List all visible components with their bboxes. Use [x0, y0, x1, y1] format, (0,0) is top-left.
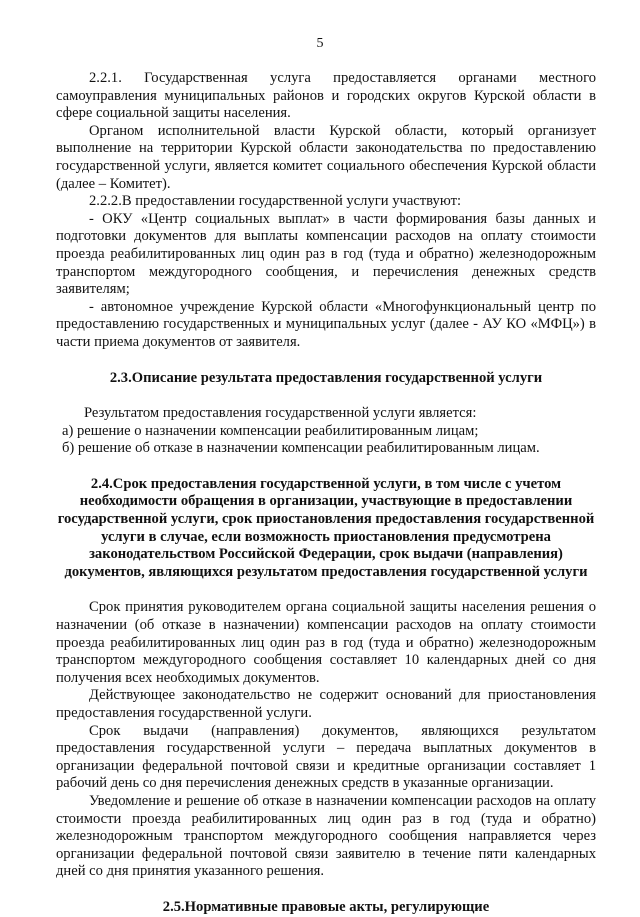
paragraph-executive-body: Органом исполнительной власти Курской области, который организует выполнение на территории Курской области законодательства по предоставлению государственной услуги, является комитет социального обеспечения Курской области (далее – Комитет).: [56, 122, 596, 192]
result-item-b: б) решение об отказе в назначении компенсации реабилитированным лицам.: [62, 440, 540, 457]
paragraph-term: Срок принятия руководителем органа социальной защиты населения решения о назначении (об отказе в назначении) компенсации расходов на оплату стоимости проезда реабилитированных лиц один раз в год (туда и обратно) железнодорожным транспортом междугородного сообщения составляет 10 календарных дней со дня получения всех необходимых документов.: [56, 599, 596, 686]
paragraph-oku: - ОКУ «Центр социальных выплат» в части формирования базы данных и подготовки документов для выплаты компенсации расходов на оплату стоимости проезда реабилитированных лиц один раз в год (туда и обратно) железнодорожным транспортом междугородного сообщения, и перечисления денежных средств заявителям;: [56, 210, 596, 298]
page-number: 5: [316, 36, 324, 51]
paragraph-delivery: Срок выдачи (направления) документов, являющихся результатом предоставления государственной услуги – передача выплатных документов в организации федеральной почтовой связи и кредитные организации составляет 1 рабочий день со дня перечисления денежных средств в указанные организации.: [56, 722, 596, 792]
paragraph-notice: Уведомление и решение об отказе в назначении компенсации расходов на оплату стоимости проезда реабилитированных лиц один раз в год (туда и обратно) железнодорожным транспортом междугородного сообщения направляется через организации федеральной почтовой связи заявителю в течение пяти календарных дней со дня принятия указанного решения.: [56, 792, 596, 880]
paragraph-law: Действующее законодательство не содержит оснований для приостановления предоставления государственной услуги.: [56, 687, 596, 721]
paragraph-2-2-2: 2.2.2.В предоставлении государственной услуги участвуют:: [89, 193, 461, 210]
heading-2-4: 2.4.Срок предоставления государственной услуги, в том числе с учетом необходимости обращения в организации, участвующие в предоставлении государственной услуги, срок приостановления предоставления государственной услуги в случае, если возможность приостановления предусмотрена законодательством Российской Федерации, срок выдачи (направления) документов, являющихся результатом предоставления государственной услуги: [57, 475, 595, 580]
heading-2-5: 2.5.Нормативные правовые акты, регулирующие: [162, 898, 490, 915]
result-intro: Результатом предоставления государственной услуги является:: [84, 405, 477, 422]
heading-2-3: 2.3.Описание результата предоставления государственной услуги: [109, 369, 543, 386]
paragraph-2-2-1: 2.2.1. Государственная услуга предоставляется органами местного самоуправления муниципальных районов и городских округов Курской области в сфере социальной защиты населения.: [56, 70, 596, 122]
paragraph-mfc: - автономное учреждение Курской области «Многофункциональный центр по предоставлению государственных и муниципальных услуг (далее - АУ КО «МФЦ») в части приема документов от заявителя.: [56, 298, 596, 350]
result-item-a: а) решение о назначении компенсации реабилитированным лицам;: [62, 422, 479, 439]
page-content: [56, 70, 596, 917]
